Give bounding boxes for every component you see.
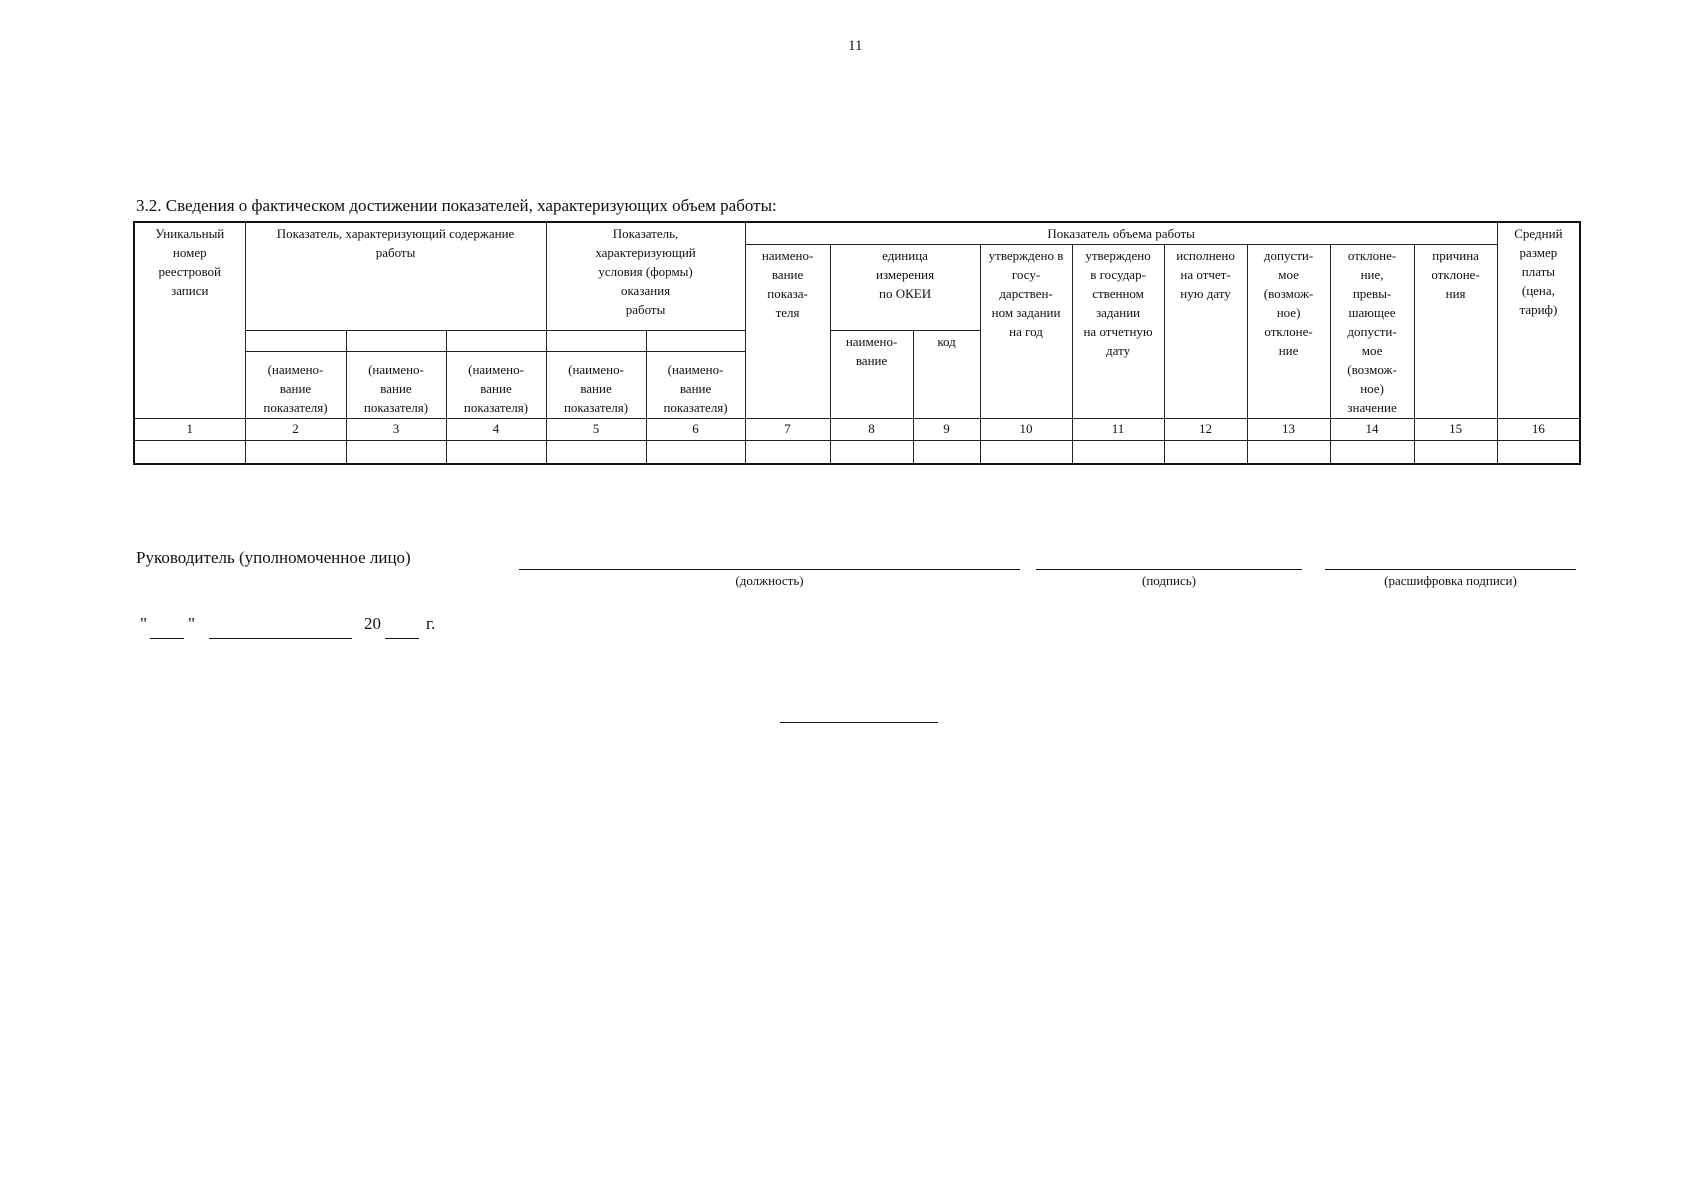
column-number: 1 xyxy=(134,419,245,441)
header-volume-indicator: Показатель объема работы xyxy=(745,222,1497,245)
position-caption: (должность) xyxy=(735,573,804,588)
header-deviation-reason: причина отклоне- ния xyxy=(1414,245,1497,419)
column-number: 6 xyxy=(646,419,745,441)
date-year-prefix: 20 xyxy=(364,614,381,633)
column-number: 3 xyxy=(346,419,446,441)
column-number: 15 xyxy=(1414,419,1497,441)
work-volume-table xyxy=(133,221,1581,465)
blank-cell xyxy=(346,331,446,352)
header-unique-number: Уникальный номер реестровой записи xyxy=(134,222,245,419)
header-approved-reporting-date: утверждено в государ- ственном задании на отчетную дату xyxy=(1072,245,1164,419)
page-number: 11 xyxy=(848,38,863,54)
header-content-indicator: Показатель, характеризующий содержание работы xyxy=(245,222,546,331)
signature-decode-line[interactable] xyxy=(1325,569,1576,570)
sub-indicator-name: (наимено- вание показателя) xyxy=(546,352,646,419)
header-unit-code: код xyxy=(913,331,980,419)
column-number: 16 xyxy=(1497,419,1580,441)
data-cell[interactable] xyxy=(980,441,1072,465)
signature-decode-caption: (расшифровка подписи) xyxy=(1384,573,1517,588)
header-unit-name: наимено- вание xyxy=(830,331,913,419)
header-average-fee: Средний размер платы (цена, тариф) xyxy=(1497,222,1580,419)
data-cell[interactable] xyxy=(546,441,646,465)
data-cell[interactable] xyxy=(134,441,245,465)
signature-caption: (подпись) xyxy=(1142,573,1196,588)
header-unit-okei: единица измерения по ОКЕИ xyxy=(830,245,980,331)
column-number: 12 xyxy=(1164,419,1247,441)
data-cell[interactable] xyxy=(1164,441,1247,465)
sub-indicator-name: (наимено- вание показателя) xyxy=(646,352,745,419)
column-number: 7 xyxy=(745,419,830,441)
header-executed: исполнено на отчет- ную дату xyxy=(1164,245,1247,419)
data-cell[interactable] xyxy=(830,441,913,465)
blank-cell xyxy=(646,331,745,352)
section-title: 3.2. Сведения о фактическом достижении показателей, характеризующих объем работы: xyxy=(136,196,777,215)
data-cell[interactable] xyxy=(1414,441,1497,465)
sub-indicator-name: (наимено- вание показателя) xyxy=(446,352,546,419)
data-cell[interactable] xyxy=(1072,441,1164,465)
data-cell[interactable] xyxy=(745,441,830,465)
date-quote-close: " xyxy=(188,614,195,633)
date-year-suffix: г. xyxy=(426,614,436,633)
data-cell[interactable] xyxy=(446,441,546,465)
sub-indicator-name: (наимено- вание показателя) xyxy=(245,352,346,419)
header-indicator-name: наимено- вание показа- теля xyxy=(745,245,830,419)
date-day-line[interactable] xyxy=(150,638,184,639)
data-cell[interactable] xyxy=(1247,441,1330,465)
header-approved-year: утверждено в госу- дарствен- ном задании на год xyxy=(980,245,1072,419)
blank-cell xyxy=(245,331,346,352)
data-cell[interactable] xyxy=(1330,441,1414,465)
header-conditions-indicator: Показатель, характеризующий условия (формы) оказания работы xyxy=(546,222,745,331)
position-line[interactable] xyxy=(519,569,1020,570)
column-number: 9 xyxy=(913,419,980,441)
date-year-line[interactable] xyxy=(385,638,419,639)
date-month-line[interactable] xyxy=(209,638,352,639)
column-number: 13 xyxy=(1247,419,1330,441)
data-cell[interactable] xyxy=(913,441,980,465)
column-number: 14 xyxy=(1330,419,1414,441)
signature-label: Руководитель (уполномоченное лицо) xyxy=(136,548,411,567)
blank-cell xyxy=(546,331,646,352)
data-cell[interactable] xyxy=(245,441,346,465)
date-quote-open: " xyxy=(140,614,147,633)
column-number: 4 xyxy=(446,419,546,441)
signature-line[interactable] xyxy=(1036,569,1302,570)
column-number: 8 xyxy=(830,419,913,441)
header-allowed-deviation: допусти- мое (возмож- ное) отклоне- ние xyxy=(1247,245,1330,419)
blank-cell xyxy=(446,331,546,352)
column-number: 11 xyxy=(1072,419,1164,441)
header-exceeding-deviation: отклоне- ние, превы- шающее допусти- мое (возмож- ное) значение xyxy=(1330,245,1414,419)
footer-rule xyxy=(780,722,938,723)
column-number: 2 xyxy=(245,419,346,441)
column-number: 5 xyxy=(546,419,646,441)
data-cell[interactable] xyxy=(646,441,745,465)
column-number: 10 xyxy=(980,419,1072,441)
data-cell[interactable] xyxy=(1497,441,1580,465)
sub-indicator-name: (наимено- вание показателя) xyxy=(346,352,446,419)
data-cell[interactable] xyxy=(346,441,446,465)
